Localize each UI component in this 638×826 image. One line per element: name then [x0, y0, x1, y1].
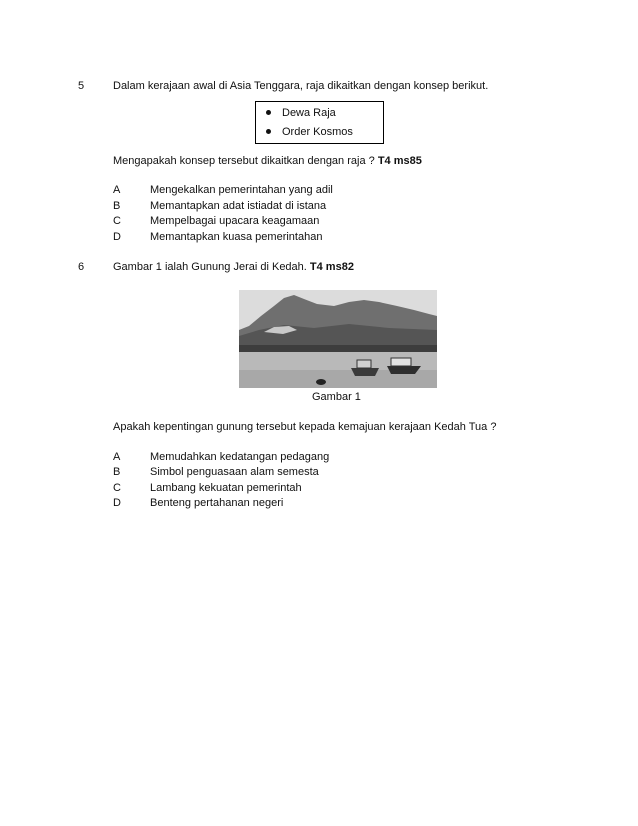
q5-option-b-letter: B — [113, 200, 121, 212]
q5-option-d-text: Memantapkan kuasa pemerintahan — [150, 231, 323, 243]
concept-item-2: Order Kosmos — [266, 126, 353, 138]
gunung-jerai-photo — [239, 290, 437, 388]
question-5-stem: Dalam kerajaan awal di Asia Tenggara, raja dikaitkan dengan konsep berikut. — [113, 80, 489, 92]
bullet-icon — [266, 110, 271, 115]
concept-item-1: Dewa Raja — [266, 107, 336, 119]
q6-option-d-text: Benteng pertahanan negeri — [150, 497, 284, 509]
question-5-question: Mengapakah konsep tersebut dikaitkan dengan raja ? T4 ms85 — [113, 155, 422, 167]
q6-option-a-text: Memudahkan kedatangan pedagang — [150, 451, 330, 463]
question-5-reference: T4 ms85 — [377, 155, 422, 167]
question-6-number: 6 — [78, 261, 85, 273]
q5-option-a-text: Mengekalkan pemerintahan yang adil — [150, 184, 333, 196]
q5-option-a-letter: A — [113, 184, 121, 196]
q6-option-c-text: Lambang kekuatan pemerintah — [150, 482, 302, 494]
question-6-question: Apakah kepentingan gunung tersebut kepada kemajuan kerajaan Kedah Tua ? — [113, 421, 497, 433]
question-6-reference: T4 ms82 — [309, 261, 354, 273]
question-5-number: 5 — [78, 80, 85, 92]
q5-option-c-text: Mempelbagai upacara keagamaan — [150, 215, 320, 227]
q6-option-b-text: Simbol penguasaan alam semesta — [150, 466, 319, 478]
concept-box — [255, 101, 384, 144]
bullet-icon — [266, 129, 271, 134]
q6-option-c-letter: C — [113, 482, 121, 494]
q5-option-d-letter: D — [113, 231, 121, 243]
q5-option-c-letter: C — [113, 215, 121, 227]
question-6-stem: Gambar 1 ialah Gunung Jerai di Kedah. T4 ms82 — [113, 261, 354, 273]
q5-option-b-text: Memantapkan adat istiadat di istana — [150, 200, 327, 212]
q6-option-d-letter: D — [113, 497, 121, 509]
q6-option-a-letter: A — [113, 451, 121, 463]
q6-option-b-letter: B — [113, 466, 121, 478]
photo-caption: Gambar 1 — [312, 391, 361, 403]
